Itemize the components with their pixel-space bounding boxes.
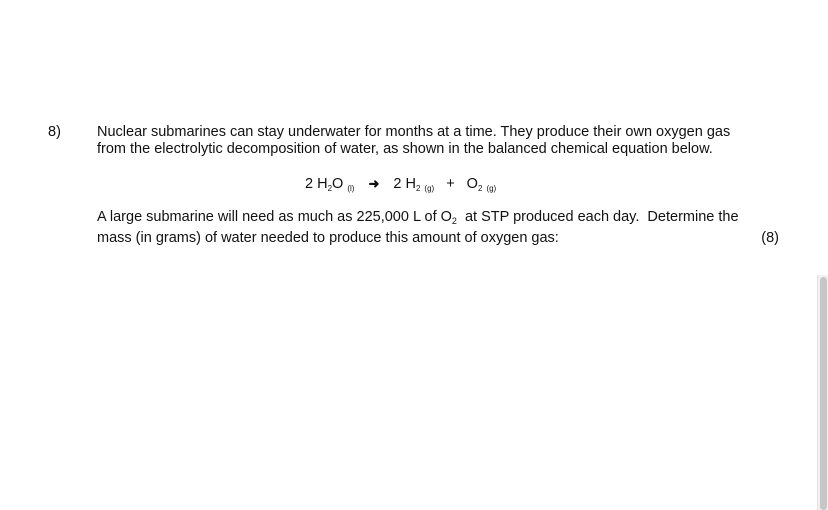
plus-sign: + — [446, 176, 455, 192]
scrollbar-thumb[interactable] — [820, 277, 827, 510]
reaction-arrow-icon: ➜ — [368, 176, 380, 191]
question-intro — [97, 124, 787, 158]
product-oxygen: $O_2$ $_{(g)}$ — [466, 176, 497, 193]
question-number: 8) — [48, 124, 61, 140]
intro-line-2: from the electrolytic decomposition of water, as shown in the balanced chemical equation below. — [97, 141, 713, 157]
task-line-1: A large submarine will need as much as 225,000 L of $O_2$ at STP produced each day. Determine the — [97, 209, 739, 226]
product-hydrogen: 2 $H_2$ $_{(g)}$ — [393, 176, 435, 193]
marks-badge: (8) — [761, 230, 779, 246]
reactant-water: 2 $H_2O$ $_{(l)}$ — [305, 176, 355, 193]
question-task — [97, 209, 779, 247]
chemical-equation — [305, 175, 496, 198]
intro-line-1: Nuclear submarines can stay underwater for months at a time. They produce their own oxygen gas — [97, 124, 731, 140]
task-line-2: mass (in grams) of water needed to produce this amount of oxygen gas: — [97, 230, 559, 246]
